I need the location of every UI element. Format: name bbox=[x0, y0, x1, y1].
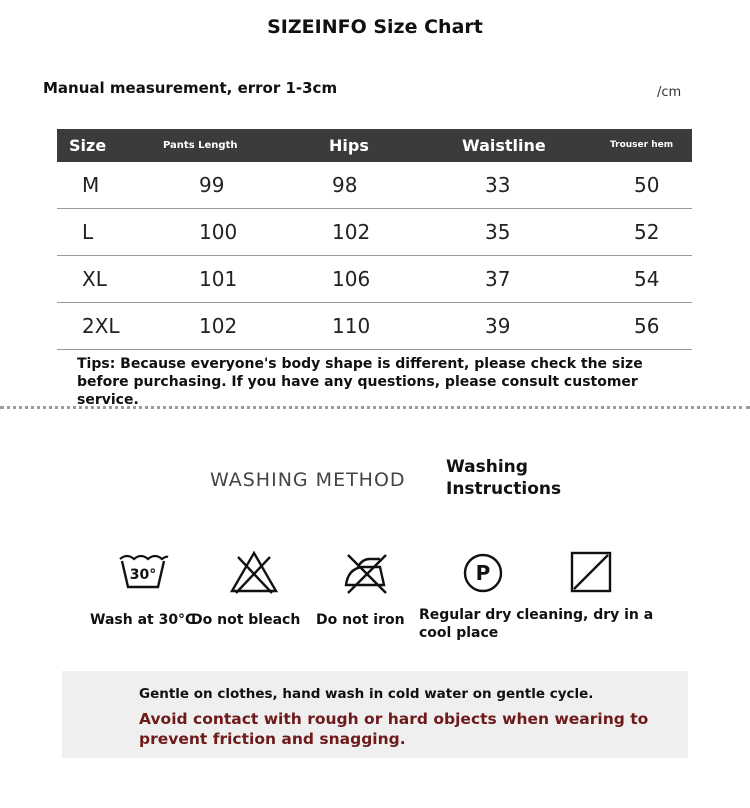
header-pants-length: Pants Length bbox=[163, 140, 238, 151]
cell-size: L bbox=[82, 220, 94, 244]
dry-flat-icon bbox=[565, 549, 617, 595]
dry-clean-caption: Regular dry cleaning, dry in a cool place bbox=[419, 607, 654, 641]
no-iron-icon bbox=[340, 549, 392, 595]
table-row bbox=[57, 256, 692, 303]
cell-hips: 110 bbox=[332, 314, 371, 338]
size-tips: Tips: Because everyone's body shape is different, please check the size before purchasing. If you have any questions, please consult customer service. bbox=[77, 356, 643, 408]
section-divider bbox=[0, 406, 750, 409]
cell-size: 2XL bbox=[82, 314, 120, 338]
washing-instructions-heading: Washing Instructions bbox=[446, 457, 562, 499]
cell-length: 100 bbox=[199, 220, 238, 244]
header-trouser-hem: Trouser hem bbox=[610, 140, 674, 150]
cell-length: 102 bbox=[199, 314, 238, 338]
cell-size: XL bbox=[82, 267, 107, 291]
cell-hips: 106 bbox=[332, 267, 371, 291]
wash-30-icon bbox=[117, 549, 169, 595]
table-row bbox=[57, 303, 692, 350]
cell-hem: 54 bbox=[634, 267, 660, 291]
cell-hem: 52 bbox=[634, 220, 660, 244]
page-title: SIZEINFO Size Chart bbox=[267, 16, 483, 38]
wash-temperature-text: 30° bbox=[129, 567, 157, 583]
measurement-note: Manual measurement, error 1-3cm bbox=[43, 79, 338, 97]
header-size: Size bbox=[69, 136, 107, 155]
cell-waist: 39 bbox=[485, 314, 511, 338]
cell-waist: 33 bbox=[485, 173, 511, 197]
cell-size: M bbox=[82, 173, 100, 197]
cell-waist: 35 bbox=[485, 220, 511, 244]
dry-clean-letter: P bbox=[475, 561, 491, 585]
cell-length: 99 bbox=[199, 173, 225, 197]
cell-waist: 37 bbox=[485, 267, 511, 291]
unit-label: /cm bbox=[657, 85, 682, 100]
care-panel bbox=[62, 671, 688, 758]
avoid-warning-text: Avoid contact with rough or hard objects when wearing to prevent friction and snagging. bbox=[139, 710, 649, 748]
cell-hips: 98 bbox=[332, 173, 358, 197]
cell-hips: 102 bbox=[332, 220, 371, 244]
wash-30-caption: Wash at 30°C bbox=[90, 612, 196, 628]
no-bleach-icon bbox=[228, 549, 280, 595]
no-bleach-caption: Do not bleach bbox=[191, 612, 301, 628]
dry-clean-icon bbox=[457, 549, 509, 595]
gentle-care-text: Gentle on clothes, hand wash in cold water on gentle cycle. bbox=[139, 686, 594, 702]
header-hips: Hips bbox=[329, 136, 369, 155]
cell-hem: 50 bbox=[634, 173, 660, 197]
table-row bbox=[57, 209, 692, 256]
cell-hem: 56 bbox=[634, 314, 660, 338]
size-table bbox=[57, 129, 692, 350]
no-iron-caption: Do not iron bbox=[316, 612, 405, 628]
washing-method-heading: WASHING METHOD bbox=[210, 469, 406, 491]
table-header bbox=[57, 129, 692, 162]
cell-length: 101 bbox=[199, 267, 238, 291]
header-waistline: Waistline bbox=[462, 136, 546, 155]
table-row bbox=[57, 162, 692, 209]
